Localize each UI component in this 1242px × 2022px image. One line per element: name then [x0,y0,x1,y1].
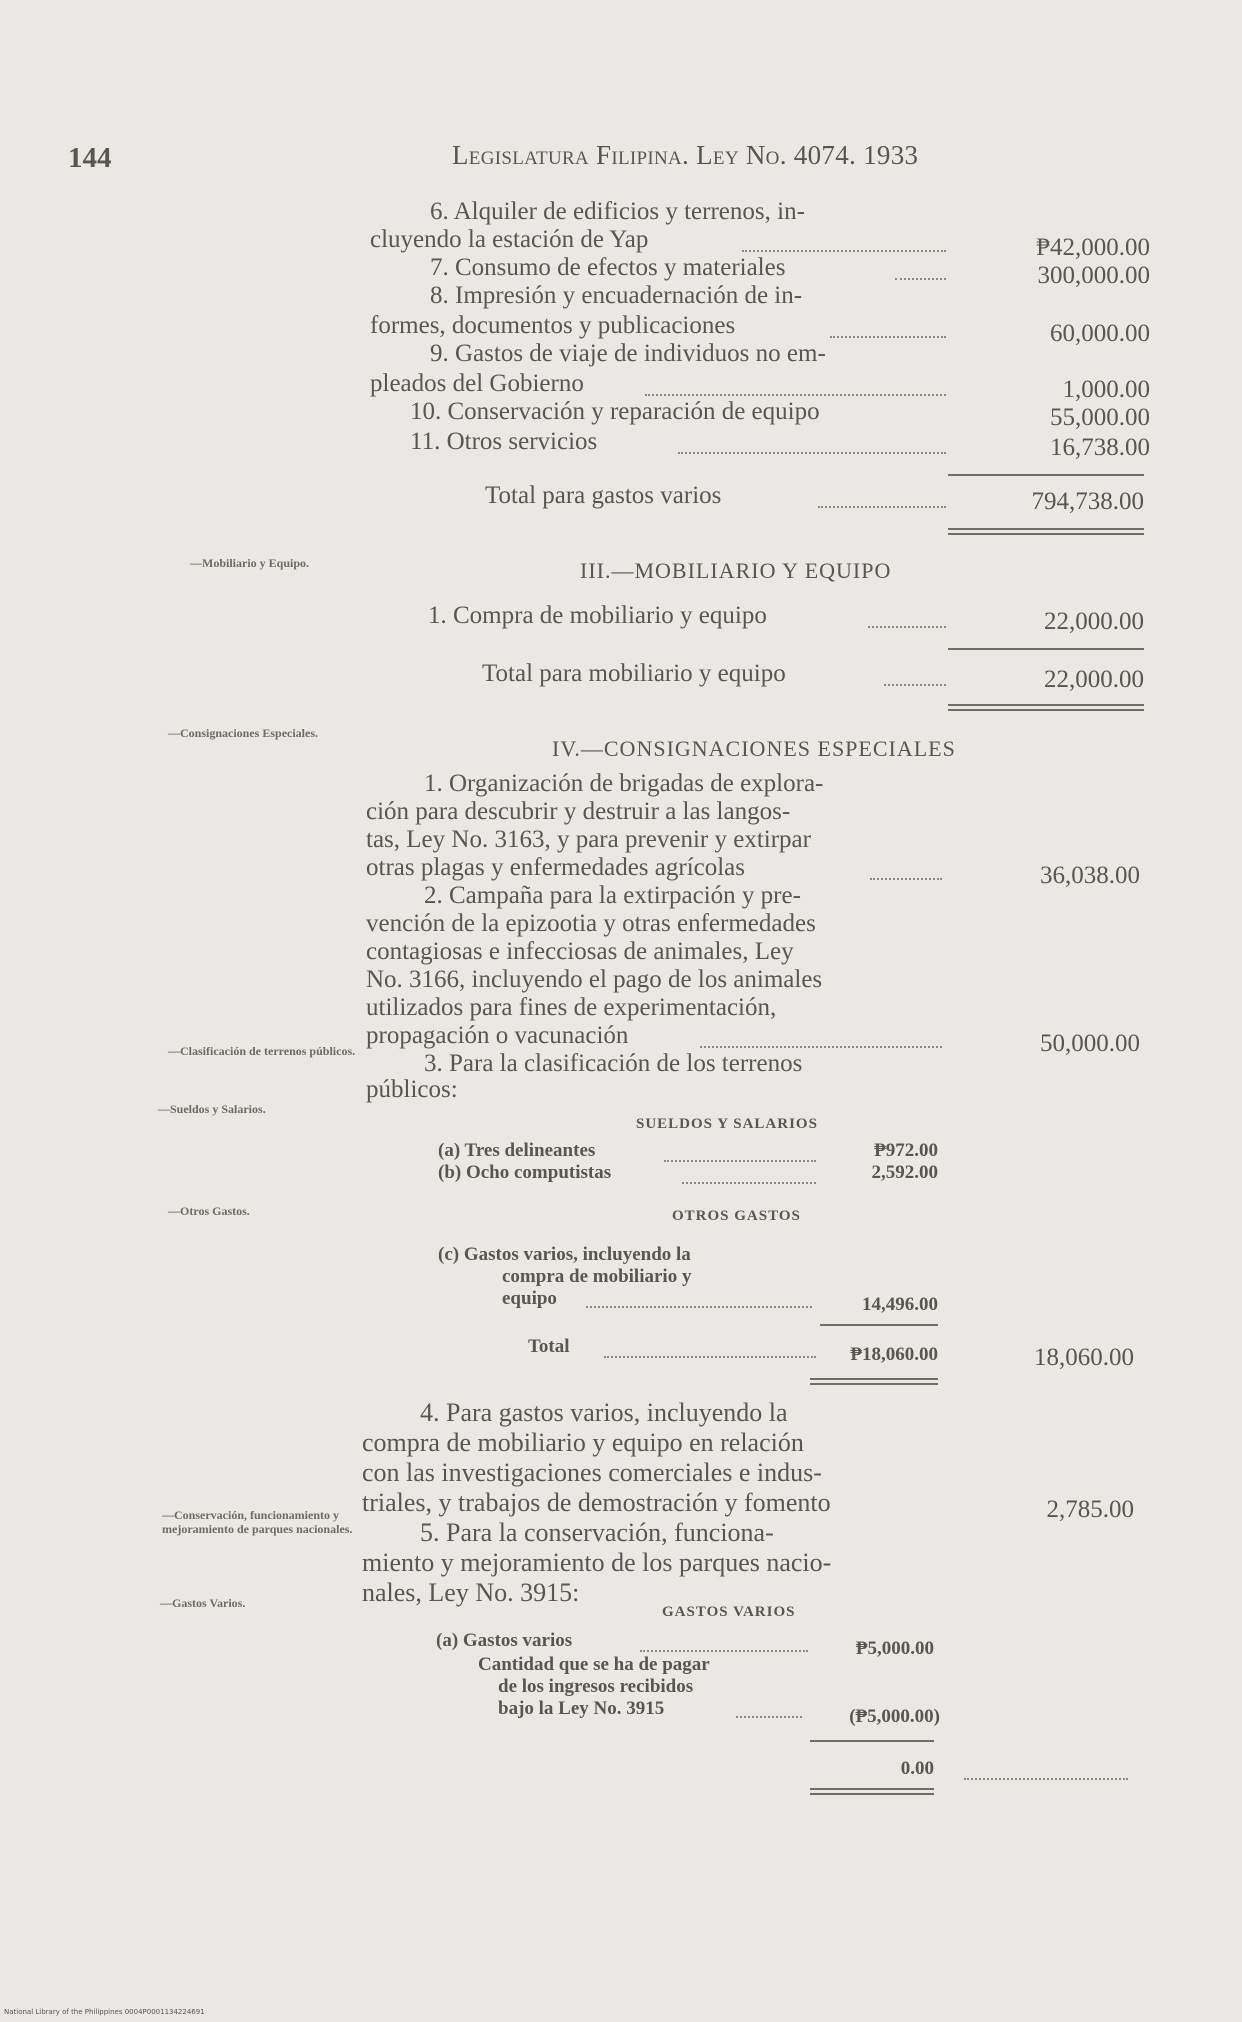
sub5-cant-line1: Cantidad que se ha de pagar [478,1654,710,1675]
leader-dots [586,1306,812,1308]
sub-c-amount: 14,496.00 [862,1294,938,1315]
item9-line2: pleados del Gobierno [370,370,584,397]
consig-item1-line2: ción para descubrir y destruir a las langos- [366,798,791,825]
consig-item1-amount: 36,038.00 [1040,862,1140,889]
consig-item3-line2: públicos: [366,1076,458,1103]
consig-item2-line1: 2. Campaña para la extirpación y pre- [424,882,801,909]
item11-amount: 16,738.00 [1050,434,1150,461]
consig-item5-line2: miento y mejoramiento de los parques nacio- [362,1548,832,1577]
sub5-cant-amount: (₱5,000.00) [849,1706,940,1727]
sub-c-line1: (c) Gastos varios, incluyendo la [438,1244,691,1265]
consig-item2-line3: contagiosas e infecciosas de animales, Ley [366,938,794,965]
item8-line1: 8. Impresión y encuadernación de in- [430,282,803,309]
item9-amount: 1,000.00 [1062,376,1150,403]
running-title: Legislatura Filipina. Ley No. 4074. 1933 [452,140,919,170]
leader-dots [700,1046,942,1048]
side-note-otros: —Otros Gastos. [168,1204,250,1218]
consig-item5-line3: nales, Ley No. 3915: [362,1578,580,1607]
consignaciones-heading: IV.—CONSIGNACIONES ESPECIALES [552,736,956,761]
leader-dots [678,452,946,454]
sub-c-line2: compra de mobiliario y [502,1266,692,1287]
sub5-total: 0.00 [900,1758,934,1779]
page-number: 144 [68,142,112,174]
item7-amount: 300,000.00 [1037,262,1150,289]
consig-item1-line1: 1. Organización de brigadas de explora- [424,770,824,797]
consig-item2-line5: utilizados para fines de experimentación, [366,994,777,1021]
sum-rule [948,474,1144,476]
sum-rule [820,1324,938,1326]
item6-line2: cluyendo la estación de Yap [370,226,649,253]
leader-dots [830,336,946,338]
consig-item4-line1: 4. Para gastos varios, incluyendo la [420,1398,788,1427]
consig-item2-line2: vención de la epizootia y otras enfermedades [366,910,816,937]
item11: 11. Otros servicios [410,428,598,455]
mobiliario-heading: III.—MOBILIARIO Y EQUIPO [580,558,892,583]
item9-line1: 9. Gastos de viaje de individuos no em- [430,340,826,367]
sum-rule [948,648,1144,650]
consig-item4-amount: 2,785.00 [1046,1496,1134,1523]
item6-line1: 6. Alquiler de edificios y terrenos, in- [430,198,805,225]
consig-item4-line3: con las investigaciones comerciales e indus- [362,1458,822,1487]
mobiliario-total-label: Total para mobiliario y equipo [482,660,786,687]
item7: 7. Consumo de efectos y materiales [430,254,786,281]
sueldos-heading: SUELDOS Y SALARIOS [636,1116,818,1132]
leader-dots [645,394,946,396]
item10: 10. Conservación y reparación de equipo [410,398,820,425]
leader-dots [664,1160,816,1162]
leader-dots [604,1356,816,1358]
leader-dots [736,1716,802,1718]
mobiliario-item1-amount: 22,000.00 [1044,608,1144,635]
sub-total-label: Total [528,1336,570,1357]
leader-dots [868,626,946,628]
scan-credit: National Library of the Philippines 0004P0001134224691 [4,2008,205,2016]
consig-item4-line4: triales, y trabajos de demostración y fomento [362,1488,831,1517]
leader-dots [895,278,946,280]
leader-dots [884,684,946,686]
consig-item2-line6: propagación o vacunación [366,1022,629,1049]
sub-b-amount: 2,592.00 [871,1162,938,1183]
consig-item3-amount: 18,060.00 [1034,1344,1134,1371]
item8-line2: formes, documentos y publicaciones [370,312,736,339]
leader-dots [818,506,946,508]
otros-heading: OTROS GASTOS [672,1208,801,1224]
consig-item3-line1: 3. Para la clasificación de los terrenos [424,1050,803,1077]
side-note-consignaciones: —Consignaciones Especiales. [168,726,319,740]
double-rule [810,1378,938,1385]
sub-b: (b) Ocho computistas [438,1162,612,1183]
item10-amount: 55,000.00 [1050,404,1150,431]
leader-dots [742,250,946,252]
mobiliario-total-amount: 22,000.00 [1044,666,1144,693]
item6-amount: ₱42,000.00 [1036,234,1150,261]
sub5-cant-line2: de los ingresos recibidos [498,1676,694,1697]
sub5a-amount: ₱5,000.00 [855,1638,934,1659]
side-note-sueldos: —Sueldos y Salarios. [158,1102,266,1116]
side-note-conservacion: —Conservación, funcionamiento y mejoramiento de parques nacionales. [162,1508,353,1536]
consig-item4-line2: compra de mobiliario y equipo en relación [362,1428,804,1457]
sub-a-amount: ₱972.00 [874,1140,938,1161]
consig-item2-line4: No. 3166, incluyendo el pago de los animales [366,966,823,993]
side-note-clasificacion: —Clasificación de terrenos públicos. [168,1044,356,1058]
consig-item1-line3: tas, Ley No. 3163, y para prevenir y extirpar [366,826,811,853]
consig-item2-amount: 50,000.00 [1040,1030,1140,1057]
side-note-gastos-varios: —Gastos Varios. [160,1596,246,1610]
gastos-varios-total-label: Total para gastos varios [485,482,722,509]
leader-dots [640,1650,808,1652]
item8-amount: 60,000.00 [1050,320,1150,347]
gastos-varios-total-amount: 794,738.00 [1031,488,1144,515]
consig-item5-line1: 5. Para la conservación, funciona- [420,1518,774,1547]
leader-dots [964,1778,1128,1780]
consig-item1-line4: otras plagas y enfermedades agrícolas [366,854,746,881]
sub-c-line3: equipo [502,1288,557,1309]
sub-total-amount: ₱18,060.00 [850,1344,938,1365]
leader-dots [870,878,942,880]
sub5-cant-line3: bajo la Ley No. 3915 [498,1698,665,1719]
gastos-varios-heading: GASTOS VARIOS [662,1604,796,1620]
sub-a: (a) Tres delineantes [438,1140,596,1161]
sub5a: (a) Gastos varios [436,1630,573,1651]
mobiliario-item1: 1. Compra de mobiliario y equipo [428,602,767,629]
double-rule [810,1788,934,1795]
double-rule [948,704,1144,711]
leader-dots [682,1182,816,1184]
double-rule [948,528,1144,535]
sum-rule [810,1740,934,1742]
side-note-mobiliario: —Mobiliario y Equipo. [190,556,310,570]
